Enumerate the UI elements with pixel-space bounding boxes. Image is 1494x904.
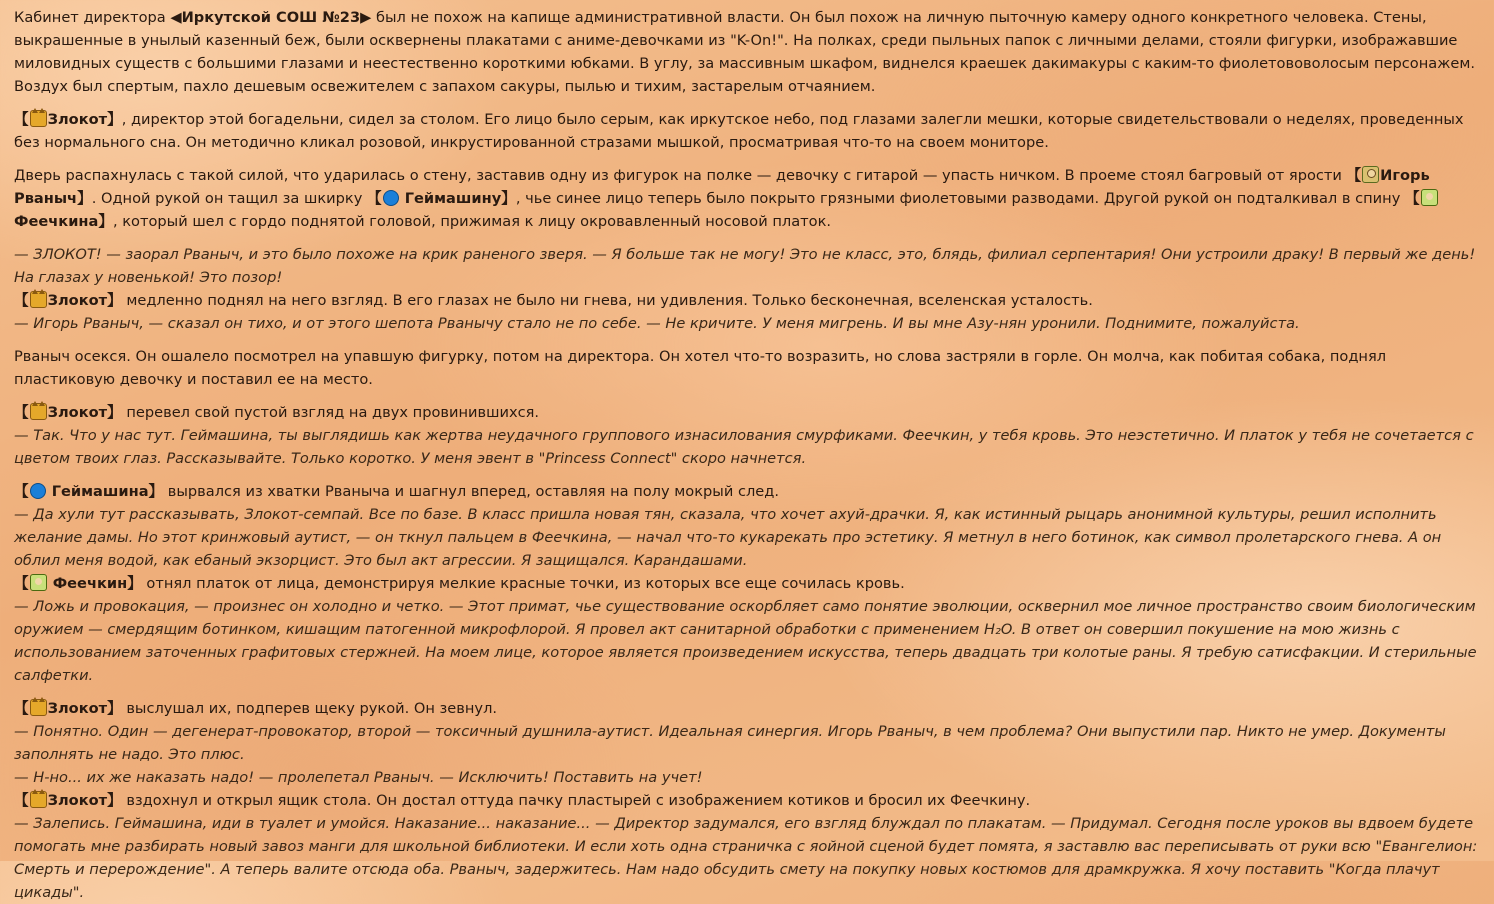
paragraph-door <box>14 164 1482 233</box>
speaker-tag-zlokot: 【 Злокот】 <box>14 111 122 128</box>
door-text-3: , чье синее лицо теперь было покрыто грязными фиолетовыми разводами. Другой рукой он подталкивал в спину <box>515 190 1405 207</box>
zlokot-action-4: вздохнул и открыл ящик стола. Он достал оттуда пачку пластырей с изображением котиков и бросил их Феечкину. <box>121 792 1031 809</box>
intro-text-1: Кабинет директора <box>14 9 171 26</box>
zlokot-action-2: перевел свой пустой взгляд на двух провинившихся. <box>121 404 540 421</box>
cat-icon <box>30 110 47 127</box>
story-document <box>14 6 1482 904</box>
blue-circle-icon <box>383 190 399 206</box>
speaker-tag-geimashinu: 【 Геймашину】 <box>367 190 516 207</box>
dialogue-feechkin-speech: — Ложь и провокация, — произнес он холодно и четко. — Этот примат, чье существование оскорбляет само понятие эволюции, осквернил мое личное пространство своим биологическим оружием — смердящим ботинком, кишащим патогенной микрофлорой. Я провел акт санитарной обработки с применением H₂O. В ответ он совершил покушение на мою жизнь с использованием заточенных графитовых стержней. На моем лице, которое является произведением искусства, теперь двадцать три колотые раны. Я требую сатисфакции. И стерильные салфетки. <box>14 598 1477 684</box>
elf-icon <box>1421 189 1438 206</box>
school-name: ◀Иркутской СОШ №23▶ <box>170 9 372 26</box>
speaker-tag-feechkina: 【 <box>1405 190 1439 207</box>
cat-icon <box>30 699 47 716</box>
director-text: , директор этой богадельни, сидел за столом. Его лицо было серым, как иркутское небо, под глазами залегли мешки, которые свидетельствовали о неделях, проведенных без нормального сна. Он методично кликал розовой, инкрустированной стразами мышкой, просматривая что-то на своем мониторе. <box>14 111 1464 151</box>
cat-icon <box>30 403 47 420</box>
cat-icon <box>30 291 47 308</box>
door-text-1: Дверь распахнулась с такой силой, что ударилась о стену, заставив одну из фигурок на полке — девочку с гитарой — упасть ничком. В проеме стоял багровый от ярости <box>14 167 1347 184</box>
dialogue-zlokot-gaze <box>14 401 1482 424</box>
dialogue-zlokot-speech-3: — Понятно. Один — дегенерат-провокатор, второй — токсичный душнила-аутист. Идеальная синергия. Игорь Рваныч, в чем проблема? Они выпустили пар. Никто не умер. Документы заполнять не надо. Это плюс. <box>14 723 1446 763</box>
dialogue-zlokot-speech-4: — Залепись. Геймашина, иди в туалет и умойся. Наказание... наказание... — Директор задумался, его взгляд блуждал по плакатам. — Придумал. Сегодня после уроков вы вдвоем будете помогать мне разбирать новый завоз манги для школьной библиотеки. И если хоть одна страничка с яойной сценой будет помята, я заставлю вас переписывать от руки всю "Евангелион: Смерть и перерождение". А теперь валите отсюда оба. Рваныч, задержитесь. Нам надо обсудить смету на покупку новых костюмов для драмкружка. Я хочу поставить "Когда плачут цикады". <box>14 815 1478 901</box>
paragraph-director <box>14 108 1482 154</box>
paragraph-rvanych: Рваныч осекся. Он ошалело посмотрел на упавшую фигурку, потом на директора. Он хотел что-то возразить, но слова застряли в горле. Он молча, как побитая собака, поднял пластиковую девочку и поставил ее на место. <box>14 348 1387 388</box>
man-icon <box>1362 166 1379 183</box>
speaker-tag-igor: 【 <box>1347 167 1381 184</box>
intro-text-2: был не похож на капище административной власти. Он был похож на личную пыточную камеру одного конкретного человека. Стены, выкрашенные в унылый казенный беж, были осквернены плакатами с аниме-девочками из "K-On!". На полках, среди пыльных папок с личными делами, стояли фигурки, изображавшие миловидных существ с большими глазами и неестественно короткими юбками. В углу, за массивным шкафом, виднелся краешек дакимакуры с каким-то фиолетововолосым персонажем. Воздух был спертым, пахло дешевым освежителем с запахом сакуры, пылью и тихим, застарелым отчаянием. <box>14 9 1475 95</box>
geimashina-action: вырвался из хватки Рваныча и шагнул вперед, оставляя на полу мокрый след. <box>163 483 779 500</box>
door-text-2: . Одной рукой он тащил за шкирку <box>91 190 368 207</box>
blue-circle-icon <box>30 483 46 499</box>
speaker-tag-zlokot: 【 Злокот】 <box>14 292 122 309</box>
paragraph-intro <box>14 6 1482 98</box>
door-text-4: , который шел с гордо поднятой головой, прижимая к лицу окровавленный носовой платок. <box>112 213 832 230</box>
dialogue-zlokot-listen <box>14 697 1482 720</box>
dialogue-zlokot-speech-2: — Так. Что у нас тут. Геймашина, ты выглядишь как жертва неудачного группового изнасилования смурфиками. Феечкин, у тебя кровь. Это неэстетично. И платок у тебя не сочетается с цветом твоих глаз. Рассказывайте. Только коротко. У меня эвент в "Princess Connect" скоро начнется. <box>14 427 1474 467</box>
dialogue-zlokot-drawer <box>14 789 1482 812</box>
feechkin-action: отнял платок от лица, демонстрируя мелкие красные точки, из которых все еще сочилась кровь. <box>141 575 905 592</box>
speaker-tag-zlokot: 【 Злокот】 <box>14 700 122 717</box>
speaker-tag-geimashina: 【 Геймашина】 <box>14 483 164 500</box>
speaker-tag-feechkin: 【 Феечкин】 <box>14 575 142 592</box>
zlokot-action-1: медленно поднял на него взгляд. В его глазах не было ни гнева, ни удивления. Только бесконечная, вселенская усталость. <box>121 292 1093 309</box>
zlokot-name: Злокот】 <box>47 111 122 128</box>
feechkina-name: Феечкина】 <box>14 213 113 230</box>
dialogue-zlokot-look <box>14 289 1482 312</box>
speaker-tag-zlokot: 【 Злокот】 <box>14 792 122 809</box>
elf-icon <box>30 574 47 591</box>
dialogue-zlokot-speech-1: — Игорь Рваныч, — сказал он тихо, и от этого шепота Рванычу стало не по себе. — Не кричите. У меня мигрень. И вы мне Азу-нян уронили. Поднимите, пожалуйста. <box>14 315 1300 332</box>
dialogue-rvanych-shout: — ЗЛОКОТ! — заорал Рваныч, и это было похоже на крик раненого зверя. — Я больше так не могу! Это не класс, это, блядь, филиал серпентария! Они устроили драку! В первый же день! На глазах у новенькой! Это позор! <box>14 246 1476 286</box>
dialogue-geimashina-step <box>14 480 1482 503</box>
dialogue-feechkin-handkerchief <box>14 572 1482 595</box>
dialogue-rvanych-plea: — Н-но... их же наказать надо! — пролепетал Рваныч. — Исключить! Поставить на учет! <box>14 769 703 786</box>
zlokot-action-3: выслушал их, подперев щеку рукой. Он зевнул. <box>121 700 498 717</box>
igor-name: Игорь Рваныч】 <box>14 167 1430 207</box>
cat-icon <box>30 791 47 808</box>
dialogue-geimashina-speech: — Да хули тут рассказывать, Злокот-семпай. Все по базе. В класс пришла новая тян, сказала, что хочет ахуй-драчки. Я, как истинный рыцарь анонимной культуры, решил исполнить желание дамы. Но этот кринжовый аутист, — он ткнул пальцем в Феечкина, — начал что-то кукарекать про эстетику. Я метнул в него ботинок, как символ пролетарского гнева. А он облил меня водой, как ебаный экзорцист. Это был акт агрессии. Я защищался. Карандашами. <box>14 506 1442 569</box>
speaker-tag-zlokot: 【 Злокот】 <box>14 404 122 421</box>
